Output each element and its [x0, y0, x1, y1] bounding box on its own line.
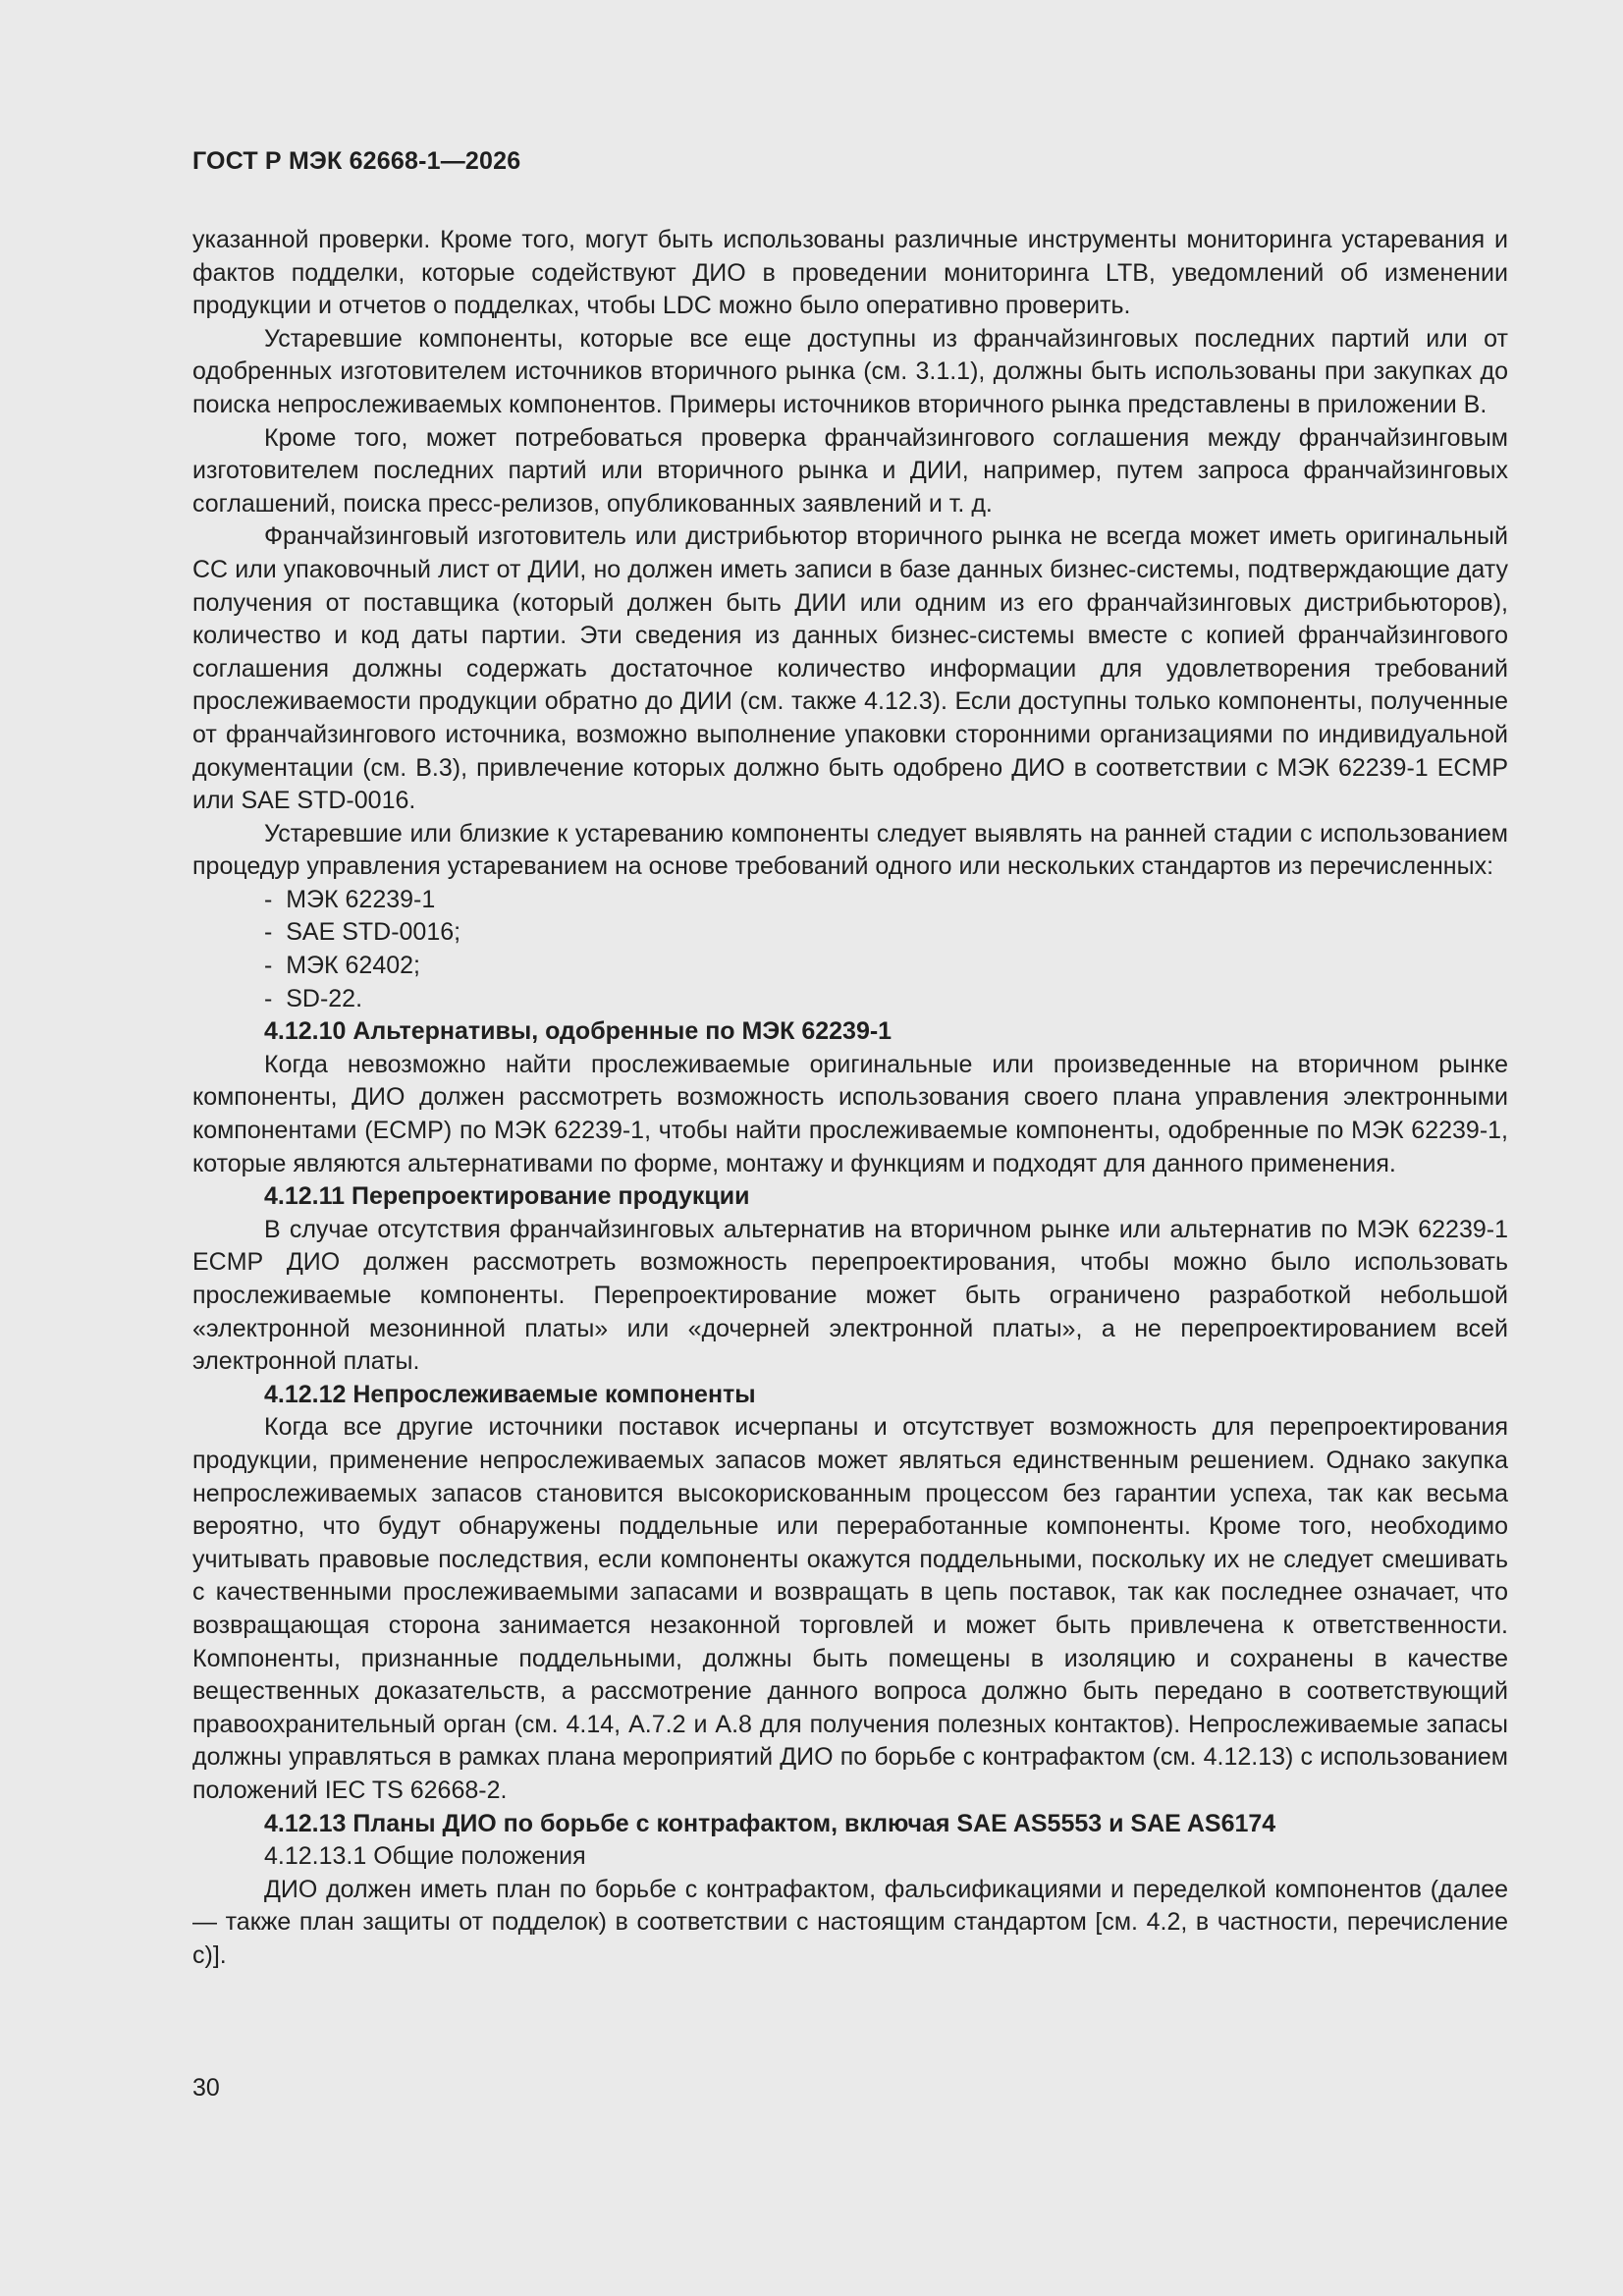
- list-item: - SD-22.: [264, 983, 1508, 1016]
- page-number: 30: [192, 2074, 220, 2102]
- paragraph: Франчайзинговый изготовитель или дистрибьютор вторичного рынка не всегда может иметь оригинальный СС или упаковочный лист от ДИИ, но должен иметь записи в базе данных бизнес-системы, подтверждающие дату получения от поставщика (который должен быть ДИИ или одним из его франчайзинговых дистрибьюторов), количество и код даты партии. Эти сведения из данных бизнес-системы вместе с копией франчайзингового соглашения должны содержать достаточное количество информации для удовлетворения требований прослеживаемости продукции обратно до ДИИ (см. также 4.12.3). Если доступны только компоненты, полученные от франчайзингового источника, возможно выполнение упаковки сторонними организациями по индивидуальной документации (см. В.3), привлечение которых должно быть одобрено ДИО в соответствии с МЭК 62239-1 ECMP или SAE STD-0016.: [192, 522, 1508, 815]
- paragraph: указанной проверки. Кроме того, могут быть использованы различные инструменты мониторинга устаревания и фактов подделки, которые содействуют ДИО в проведении мониторинга LTB, уведомлений об изменении продукции и отчетов о подделках, чтобы LDC можно было оперативно проверить.: [192, 226, 1508, 320]
- paragraph: Когда все другие источники поставок исчерпаны и отсутствует возможность для перепроектирования продукции, применение непрослеживаемых запасов может являться единственным решением. Однако закупка непрослеживаемых запасов становится высокорискованным процессом без гарантии успеха, так как весьма вероятно, что будут обнаружены поддельные или переработанные компоненты. Кроме того, необходимо учитывать правовые последствия, если компоненты окажутся поддельными, поскольку их не следует смешивать с качественными прослеживаемыми запасами и возвращать в цепь поставок, так как последнее означает, что возвращающая сторона занимается незаконной торговлей и может быть привлечена к ответственности. Компоненты, признанные поддельными, должны быть помещены в изоляцию и сохранены в качестве вещественных доказательств, а рассмотрение данного вопроса должно быть передано в соответствующий правоохранительный орган (см. 4.14, А.7.2 и А.8 для получения полезных контактов). Непрослеживаемые запасы должны управляться в рамках плана мероприятий ДИО по борьбе с контрафактом (см. 4.12.13) с использованием положений IEC TS 62668-2.: [192, 1413, 1508, 1804]
- paragraph: Устаревшие компоненты, которые все еще доступны из франчайзинговых последних партий или от одобренных изготовителем источников вторичного рынка (см. 3.1.1), должны быть использованы при закупках до поиска непрослеживаемых компонентов. Примеры источников вторичного рынка представлены в приложении В.: [192, 324, 1508, 418]
- paragraph: Устаревшие или близкие к устареванию компоненты следует выявлять на ранней стадии с использованием процедур управления устареванием на основе требований одного или нескольких стандартов из перечисленных:: [192, 819, 1508, 881]
- section-heading: 4.12.11 Перепроектирование продукции: [264, 1182, 750, 1211]
- subsection-heading: 4.12.13.1 Общие положения: [264, 1842, 586, 1871]
- section-heading: 4.12.13 Планы ДИО по борьбе с контрафактом, включая SAE AS5553 и SAE AS6174: [264, 1809, 1276, 1837]
- document-body: [192, 224, 1508, 1972]
- paragraph: В случае отсутствия франчайзинговых альтернатив на вторичном рынке или альтернатив по МЭК 62239-1 ECMP ДИО должен рассмотреть возможность перепроектирования, чтобы можно было использовать прослеживаемые компоненты. Перепроектирование может быть ограничено разработкой небольшой «электронной мезонинной платы» или «дочерней электронной платы», а не перепроектированием всей электронной платы.: [192, 1215, 1508, 1376]
- document-header: ГОСТ Р МЭК 62668-1—2026: [192, 147, 521, 175]
- standards-list: [192, 884, 1508, 1015]
- paragraph: Кроме того, может потребоваться проверка франчайзингового соглашения между франчайзинговым изготовителем последних партий или вторичного рынка и ДИИ, например, путем запроса франчайзинговых соглашений, поиска пресс-релизов, опубликованных заявлений и т. д.: [192, 423, 1508, 518]
- list-item: - МЭК 62402;: [264, 950, 1508, 983]
- list-item: - МЭК 62239-1: [264, 884, 1508, 917]
- section-heading: 4.12.10 Альтернативы, одобренные по МЭК 62239-1: [264, 1017, 893, 1046]
- paragraph: Когда невозможно найти прослеживаемые оригинальные или произведенные на вторичном рынке компоненты, ДИО должен рассмотреть возможность использования своего плана управления электронными компонентами (ECMP) по МЭК 62239-1, чтобы найти прослеживаемые компоненты, одобренные по МЭК 62239-1, которые являются альтернативами по форме, монтажу и функциям и подходят для данного применения.: [192, 1050, 1508, 1177]
- list-item: - SAE STD-0016;: [264, 916, 1508, 950]
- paragraph: ДИО должен иметь план по борьбе с контрафактом, фальсификациями и переделкой компонентов (далее — также план защиты от подделок) в соответствии с настоящим стандартом [см. 4.2, в частности, перечисление с)].: [192, 1875, 1508, 1969]
- section-heading: 4.12.12 Непрослеживаемые компоненты: [264, 1380, 756, 1408]
